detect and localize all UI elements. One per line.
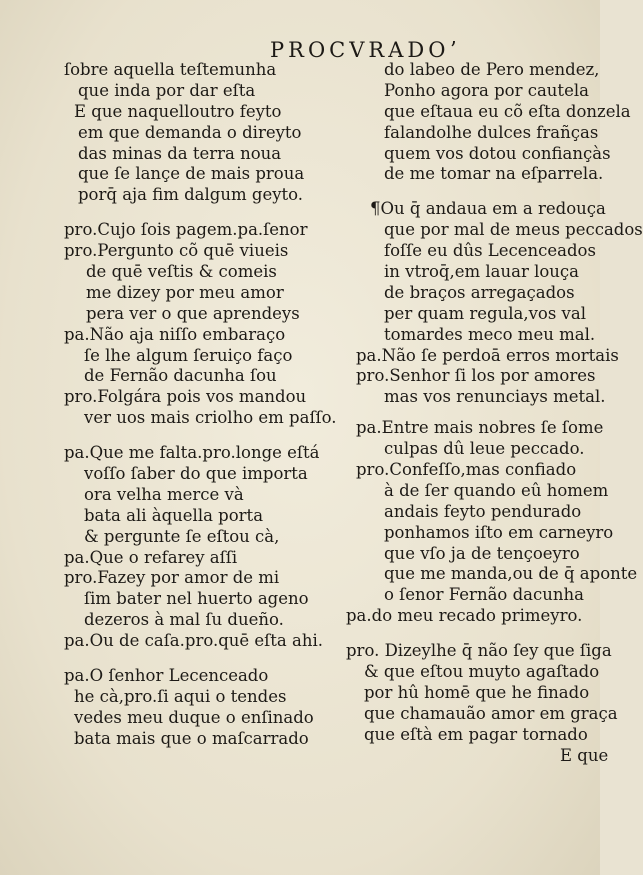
left-verse-line: bata ali àquella porta	[84, 505, 264, 525]
left-verse-line: E que naquelloutro feyto	[74, 101, 282, 121]
left-verse-line: & pergunte ſe eſtou cà,	[84, 526, 280, 546]
right-verse-line: Ponho agora por cautela	[384, 80, 589, 100]
right-verse-line: que eſtà em pagar tornado	[364, 724, 588, 744]
right-verse-line: à de ſer quando eû homem	[384, 480, 609, 500]
left-verse-line: pa.Ou de caſa.pro.quē eſta ahi.	[64, 631, 323, 651]
right-verse-line: o ſenor Fernão dacunha	[384, 585, 584, 605]
left-verse-line: pera ver o que aprendeys	[86, 303, 300, 323]
stanza-gap	[40, 429, 340, 443]
left-verse-line: pa.Que o refarey aſſi	[64, 547, 238, 567]
left-verse-line: ſe lhe algum ſeruiço faço	[84, 345, 293, 365]
left-verse-line: he cà,pro.ſi aqui o tendes	[74, 686, 287, 706]
right-verse-line: pa.Entre mais nobres ſe ſome	[356, 418, 604, 438]
left-verse-line: ver uos mais criolho em paſſo.	[84, 408, 337, 428]
right-verse-line: falandolhe dulces frañças	[384, 122, 599, 142]
right-verse-line: por hû homē que he finado	[364, 682, 590, 702]
right-verse-line: ¶Ou q̄ andaua em a redouça	[370, 199, 606, 219]
left-verse-line: me dizey por meu amor	[86, 282, 284, 302]
left-verse-line: que inda por dar eſta	[78, 80, 256, 100]
right-verse-line: pa.do meu recado primeyro.	[346, 606, 583, 626]
right-verse-line: tomardes meco meu mal.	[384, 324, 596, 344]
stanza-gap	[346, 627, 600, 641]
right-verse-line: que vſo ja de tençoeyro	[384, 543, 580, 563]
left-verse-line: que ſe lançe de mais proua	[78, 164, 305, 184]
left-verse-line: de quē veſtis & comeis	[86, 262, 277, 282]
left-verse-line: bata mais que o maſcarrado	[74, 728, 309, 748]
right-verse-line: mas vos renunciays metal.	[384, 387, 606, 407]
right-verse-line: de me tomar na eſparrela.	[384, 164, 604, 184]
stanza-gap	[40, 652, 340, 666]
left-verse-line: voſſo ſaber do que importa	[84, 464, 308, 484]
left-verse-line: ſim bater nel huerto ageno	[84, 589, 309, 609]
right-verse-line: pa.Não ſe perdoā erros mortais	[356, 345, 619, 365]
right-verse-line: de braços arregaçados	[384, 282, 575, 302]
left-verse-line: pro.Folgára pois vos mandou	[64, 387, 307, 407]
stanza-gap	[40, 206, 340, 220]
right-verse-line: per quam regula,vos val	[384, 303, 586, 323]
right-verse-column	[346, 60, 643, 767]
left-verse-line: em que demanda o direyto	[78, 122, 302, 142]
left-verse-line: de Fernão dacunha ſou	[84, 366, 277, 386]
right-verse-line: in vtroq̄,em lauar louça	[384, 262, 580, 282]
left-verse-line: das minas da terra noua	[78, 143, 282, 163]
right-verse-line: foſſe eu dûs Lecenceados	[384, 241, 596, 261]
right-verse-line: quem vos dotou confiançàs	[384, 143, 611, 163]
right-verse-line: andais feyto pendurado	[384, 501, 582, 521]
running-head: PROCVRADOʼ	[270, 38, 461, 62]
left-verse-line: pa.Não aja niſſo embaraço	[64, 324, 286, 344]
right-verse-line: & que eſtou muyto agaſtado	[364, 662, 600, 682]
left-verse-column	[40, 60, 340, 750]
left-verse-line: pa.O ſenhor Lecenceado	[64, 666, 269, 686]
right-verse-line: pro.Senhor ſi los por amores	[356, 366, 596, 386]
left-verse-line: pa.Que me falta.pro.longe eſtá	[64, 443, 320, 463]
left-verse-line: dezeros à mal ſu dueño.	[84, 610, 284, 630]
right-verse-line: que me manda,ou de q̄ aponte	[384, 564, 638, 584]
left-verse-line: pro.Cujo ſois pagem.pa.ſenor	[64, 220, 308, 240]
right-verse-line: E que	[560, 745, 609, 765]
right-verse-line: que por mal de meus peccados	[384, 220, 643, 240]
left-verse-line: pro.Pergunto cõ quē viueis	[64, 241, 289, 261]
right-verse-line: culpas dû leue peccado.	[384, 439, 585, 459]
right-verse-line: pro. Dizeylhe q̄ não ſey que ſiga	[346, 641, 612, 661]
right-verse-line: que eſtaua eu cõ eſta donzela	[384, 101, 631, 121]
right-verse-line: do labeo de Pero mendez,	[384, 60, 600, 79]
left-verse-line: vedes meu duque o enſinado	[74, 707, 314, 727]
left-verse-line: porq̄ aja fim dalgum geyto.	[78, 185, 304, 205]
right-verse-line: ponhamos iſto em carneyro	[384, 522, 614, 542]
left-verse-line: ſobre aquella teſtemunha	[64, 60, 277, 79]
stanza-gap	[346, 185, 600, 199]
stanza-gap	[346, 408, 600, 418]
left-verse-line: ora velha merce và	[84, 484, 244, 504]
right-verse-line: que chamauão amor em graça	[364, 703, 618, 723]
right-verse-line: pro.Confeſſo,mas confiado	[356, 460, 577, 480]
left-verse-line: pro.Fazey por amor de mi	[64, 568, 280, 588]
